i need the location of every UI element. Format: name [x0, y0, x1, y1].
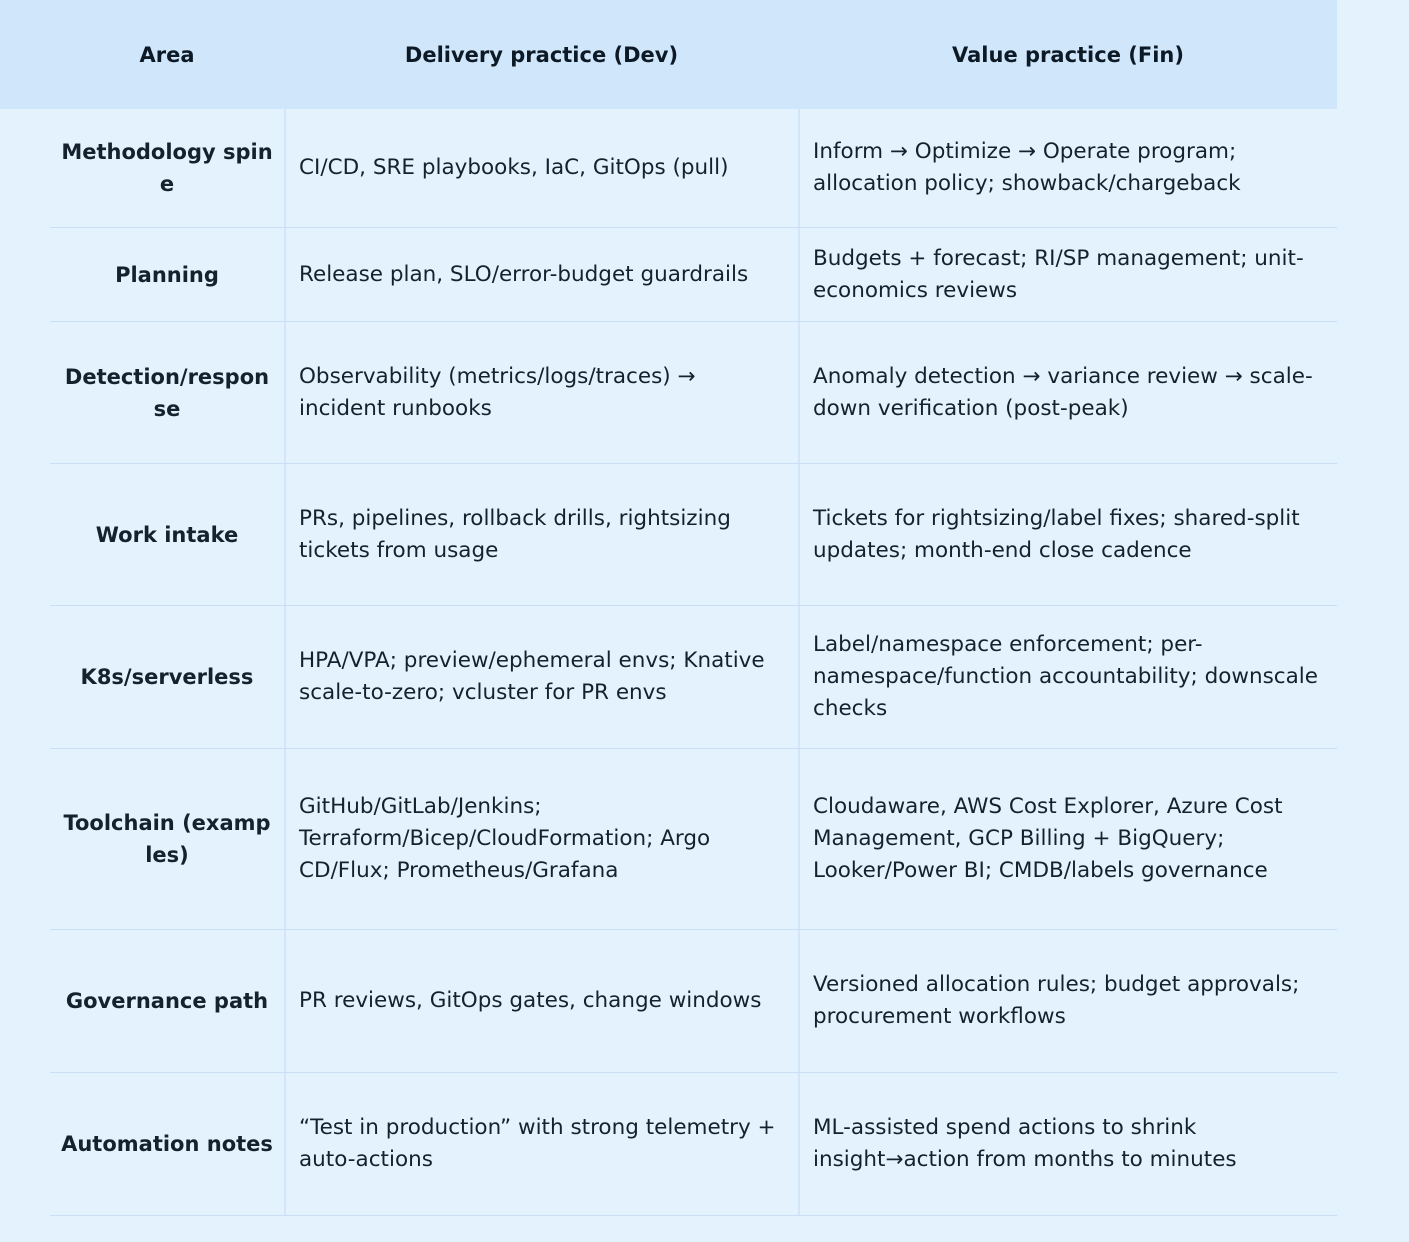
- table-row: [50, 930, 1337, 1073]
- cell-fin: Tickets for rightsizing/label fixes; shared-split updates; month-end close cadence: [813, 505, 1300, 563]
- table-row: [50, 464, 1337, 606]
- cell-area: K8s/serverless: [80, 665, 254, 689]
- table-row: [50, 749, 1337, 930]
- column-header-dev: Delivery practice (Dev): [404, 42, 679, 67]
- table-header: [0, 0, 1337, 109]
- cell-fin: Label/namespace enforcement; per-namespace/function accountability; downscale checks: [813, 632, 1318, 721]
- cell-dev: PRs, pipelines, rollback drills, rightsizing tickets from usage: [299, 505, 731, 563]
- cell-dev: “Test in production” with strong telemetry + auto-actions: [299, 1115, 776, 1172]
- cell-dev: PR reviews, GitOps gates, change windows: [299, 988, 762, 1013]
- cell-area: Methodology spine: [61, 140, 273, 196]
- cell-area: Governance path: [65, 989, 269, 1013]
- column-header-area: Area: [139, 42, 195, 67]
- cell-fin: Inform → Optimize → Operate program; allocation policy; showback/chargeback: [813, 139, 1241, 196]
- cell-area: Planning: [115, 262, 219, 287]
- cell-fin: Cloudaware, AWS Cost Explorer, Azure Cost Management, GCP Billing + BigQuery; Looker/Power BI; CMDB/labels governance: [813, 794, 1283, 883]
- table-row: [50, 322, 1337, 464]
- column-header-fin: Value practice (Fin): [952, 42, 1184, 67]
- cell-area: Toolchain (examples): [63, 811, 271, 867]
- cell-dev: Observability (metrics/logs/traces) → incident runbooks: [299, 363, 696, 421]
- cell-fin: Anomaly detection → variance review → scale-down verification (post-peak): [813, 363, 1313, 421]
- cell-area: Work intake: [95, 522, 239, 547]
- cell-dev: GitHub/GitLab/Jenkins; Terraform/Bicep/CloudFormation; Argo CD/Flux; Prometheus/Grafana: [299, 794, 711, 883]
- cell-dev: HPA/VPA; preview/ephemeral envs; Knative scale-to-zero; vcluster for PR envs: [299, 648, 765, 705]
- table-row: [50, 109, 1337, 228]
- cell-dev: Release plan, SLO/error-budget guardrails: [299, 261, 749, 287]
- cell-area: Detection/response: [64, 364, 270, 421]
- table-row: [50, 1073, 1337, 1216]
- table-row: [50, 606, 1337, 749]
- cell-fin: Budgets + forecast; RI/SP management; unit-economics reviews: [813, 245, 1304, 303]
- cell-area: Automation notes: [61, 1132, 273, 1156]
- table-row: [50, 228, 1337, 322]
- cell-fin: ML-assisted spend actions to shrink insight→action from months to minutes: [813, 1115, 1237, 1172]
- cell-dev: CI/CD, SRE playbooks, IaC, GitOps (pull): [299, 155, 729, 180]
- cell-fin: Versioned allocation rules; budget approvals; procurement workflows: [813, 972, 1300, 1029]
